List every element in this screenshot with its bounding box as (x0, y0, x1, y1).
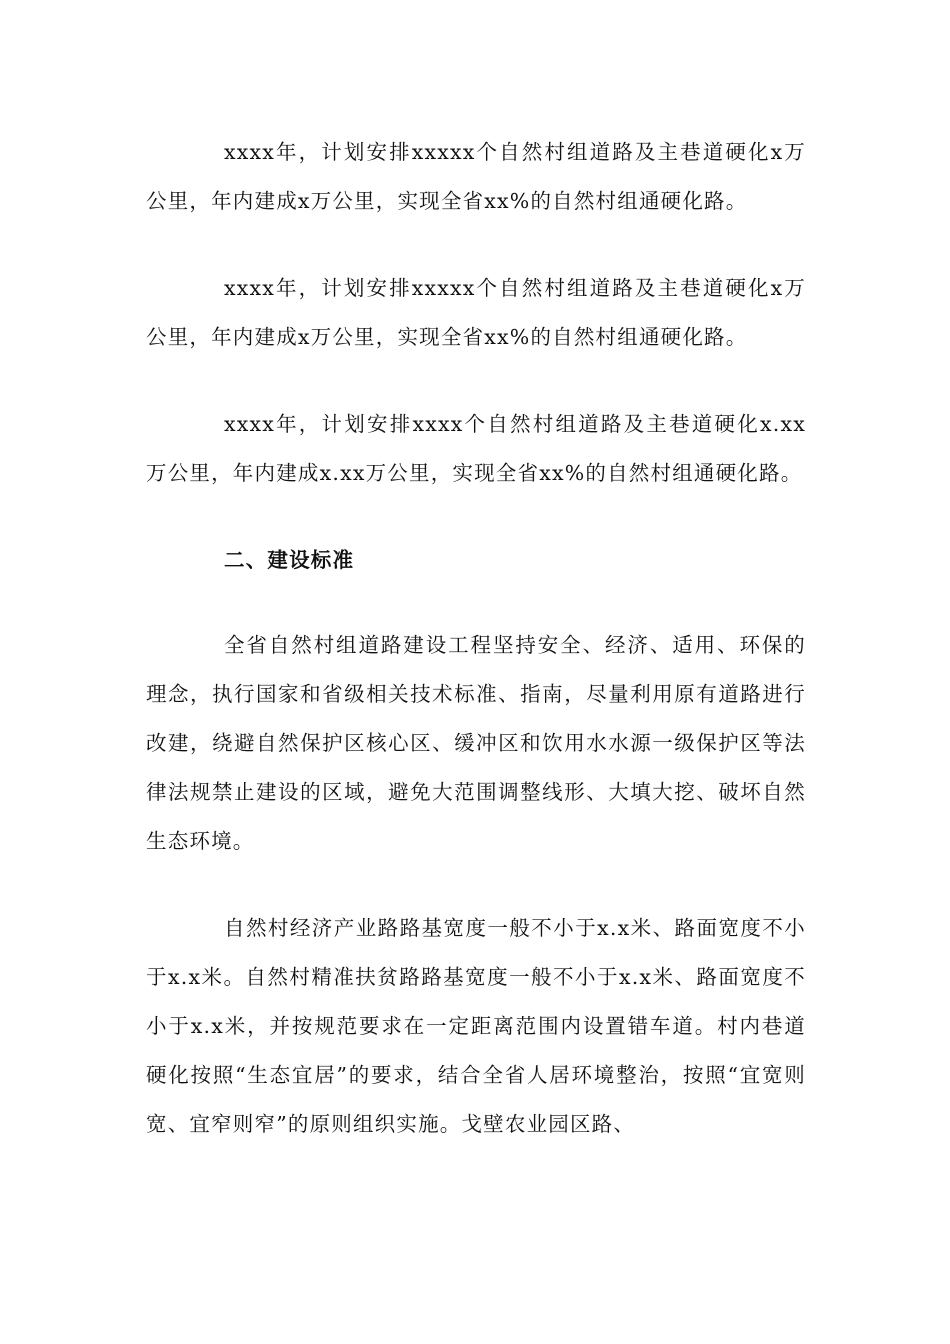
paragraph-construction-principle: 全省自然村组道路建设工程坚持安全、经济、适用、环保的理念，执行国家和省级相关技术标准、指南，尽量利用原有道路进行改建，绕避自然保护区核心区、缓冲区和饮用水水源一级保护区等法律法规禁止建设的区域，避免大范围调整线形、大填大挖、破坏自然生态环境。 (146, 633, 806, 853)
document-page (146, 128, 806, 1149)
paragraph-plan-1: xxxx年，计划安排xxxxx个自然村组道路及主巷道硬化x万公里，年内建成x万公里，实现全省xx%的自然村组通硬化路。 (146, 140, 806, 213)
paragraph-plan-2: xxxx年，计划安排xxxxx个自然村组道路及主巷道硬化x万公里，年内建成x万公里，实现全省xx%的自然村组通硬化路。 (146, 276, 806, 349)
paragraph-road-width-standard: 自然村经济产业路路基宽度一般不小于x.x米、路面宽度不小于x.x米。自然村精准扶贫路路基宽度一般不小于x.x米、路面宽度不小于x.x米，并按规范要求在一定距离范围内设置错车道。村内巷道硬化按照“生态宜居”的要求，结合全省人居环境整治，按照“宜宽则宽、宜窄则窄”的原则组织实施。戈壁农业园区路、 (146, 916, 806, 1136)
paragraph-plan-3: xxxx年，计划安排xxxx个自然村组道路及主巷道硬化x.xx万公里，年内建成x.xx万公里，实现全省xx%的自然村组通硬化路。 (146, 412, 806, 485)
section-heading: 二、建设标准 (224, 548, 355, 572)
